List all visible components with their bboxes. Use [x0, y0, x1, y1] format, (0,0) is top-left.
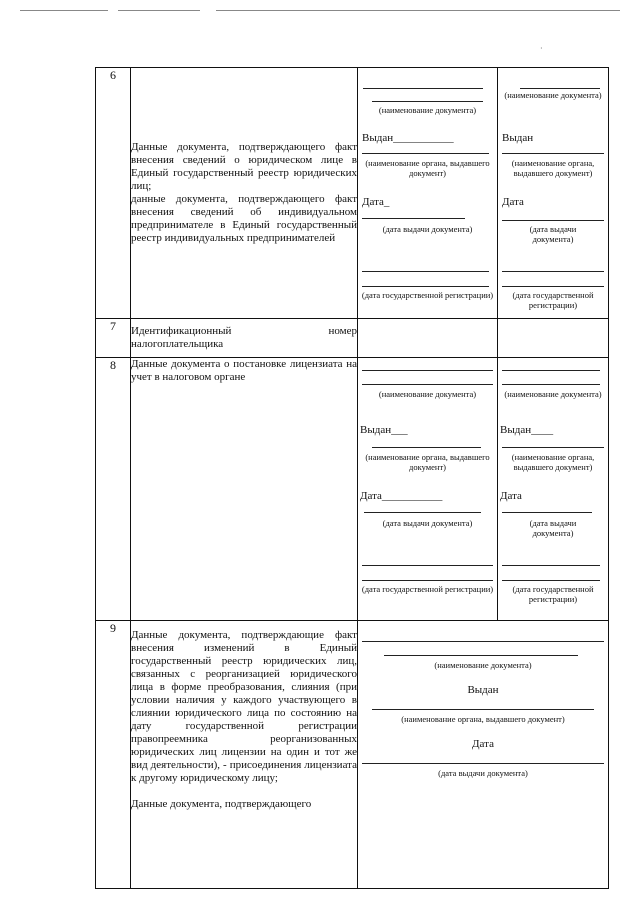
issuer-caption: (наименование органа, выдавшего документ) [365, 452, 490, 472]
registration-line[interactable] [502, 580, 600, 581]
doc-name-line[interactable] [363, 88, 483, 89]
registration-caption: (дата государственной регистрации) [361, 290, 494, 300]
doc-block-left [358, 358, 498, 621]
doc-block-left [358, 68, 498, 319]
doc-name-line[interactable] [384, 655, 578, 656]
issuer-line[interactable] [372, 709, 594, 710]
date-label: Дата [502, 196, 524, 208]
doc-name-line[interactable] [520, 88, 600, 89]
date-line[interactable] [362, 763, 604, 764]
table-row-9 [96, 621, 609, 889]
row-description [131, 358, 358, 621]
doc-name-caption: (наименование документа) [504, 90, 602, 100]
row-description [131, 319, 358, 358]
table-row-6 [96, 68, 609, 319]
row-number: 9 [96, 621, 131, 889]
header-rule [20, 10, 108, 11]
date-line[interactable] [364, 512, 481, 513]
doc-name-line[interactable] [362, 641, 604, 642]
date-label: Дата_ [362, 196, 390, 208]
date-line[interactable] [502, 512, 592, 513]
description-paragraph: данные документа, подтверждающего факт внесения сведений об индивидуальном предпринимателе в Единый государственный реестр индивидуальных предпринимателей [131, 193, 357, 244]
issued-by-label: Выдан [502, 132, 534, 144]
row-description [131, 68, 358, 319]
date-line[interactable] [362, 218, 465, 219]
issuer-caption: (наименование органа, выдавшего документ) [511, 452, 595, 472]
doc-block-right [498, 358, 609, 621]
doc-block-merged [358, 621, 609, 889]
registration-caption: (дата государственной регистрации) [361, 584, 494, 594]
doc-name-line[interactable] [372, 101, 483, 102]
scan-speck: · [540, 44, 543, 53]
inn-field[interactable] [498, 319, 609, 358]
license-data-table [95, 67, 609, 889]
row-number: 8 [96, 358, 131, 621]
table-row-7 [96, 319, 609, 358]
doc-name-caption: (наименование документа) [378, 389, 477, 399]
doc-name-caption: (наименование документа) [504, 389, 602, 399]
issuer-caption: (наименование органа, выдавшего документ) [511, 158, 595, 178]
date-label: Дата [500, 490, 522, 502]
date-line[interactable] [502, 220, 604, 221]
date-label: Дата [472, 738, 494, 750]
header-rule [216, 10, 620, 11]
date-caption: (дата выдачи документа) [529, 224, 577, 244]
registration-line[interactable] [362, 286, 489, 287]
issued-by-label: Выдан [467, 684, 499, 696]
row-description [131, 621, 358, 889]
issued-by-label: Выдан____ [500, 424, 554, 436]
registration-line[interactable] [502, 286, 604, 287]
registration-caption: (дата государственной регистрации) [512, 290, 594, 310]
doc-name-line[interactable] [502, 370, 600, 371]
doc-name-caption: (наименование документа) [434, 660, 532, 670]
issuer-caption: (наименование органа, выдавшего документ) [365, 158, 490, 178]
date-caption: (дата выдачи документа) [382, 224, 473, 234]
description-paragraph: Данные документа, подтверждающего факт внесения сведений о юридическом лице в Единый государственный реестр юридических лиц; [131, 141, 357, 192]
doc-name-line[interactable] [502, 384, 600, 385]
doc-name-line[interactable] [362, 370, 493, 371]
date-caption: (дата выдачи документа) [529, 518, 577, 538]
inn-field[interactable] [358, 319, 498, 358]
issued-by-label: Выдан___ [360, 424, 408, 436]
description-paragraph: Данные документа о постановке лицензиата на учет в налоговом органе [131, 358, 357, 383]
registration-line[interactable] [362, 565, 493, 566]
header-rule [118, 10, 200, 11]
issuer-line[interactable] [502, 447, 604, 448]
registration-line[interactable] [362, 580, 493, 581]
row-number: 6 [96, 68, 131, 319]
description-paragraph: Данные документа, подтверждающие факт внесения изменений в Единый государственный реестр юридических лиц, связанных с реорганизацией юридического лица в форме преобразования, слияния (при условии наличия у каждого участвующего в слиянии юридического лица по состоянию на дату государственной регистрации правопреемника реорганизованных юридических лиц лицензии на один и тот же вид деятельности), - присоединения лицензиата к другому юридическому лицу; [131, 629, 357, 784]
issuer-line[interactable] [372, 447, 481, 448]
registration-caption: (дата государственной регистрации) [512, 584, 594, 604]
table-row-8 [96, 358, 609, 621]
doc-block-right [498, 68, 609, 319]
issued-by-label: Выдан___________ [362, 132, 454, 144]
registration-line[interactable] [502, 565, 600, 566]
description-paragraph: Идентификационный номер налогоплательщика [131, 325, 357, 350]
issuer-caption: (наименование органа, выдавшего документ) [401, 714, 565, 724]
row-number: 7 [96, 319, 131, 358]
doc-name-line[interactable] [362, 384, 493, 385]
date-caption: (дата выдачи документа) [438, 768, 528, 778]
date-label: Дата___________ [360, 490, 443, 502]
issuer-line[interactable] [502, 153, 604, 154]
date-caption: (дата выдачи документа) [382, 518, 473, 528]
registration-line[interactable] [502, 271, 604, 272]
description-paragraph: Данные документа, подтверждающего [131, 798, 312, 810]
doc-name-caption: (наименование документа) [378, 105, 477, 115]
registration-line[interactable] [362, 271, 489, 272]
issuer-line[interactable] [362, 153, 489, 154]
